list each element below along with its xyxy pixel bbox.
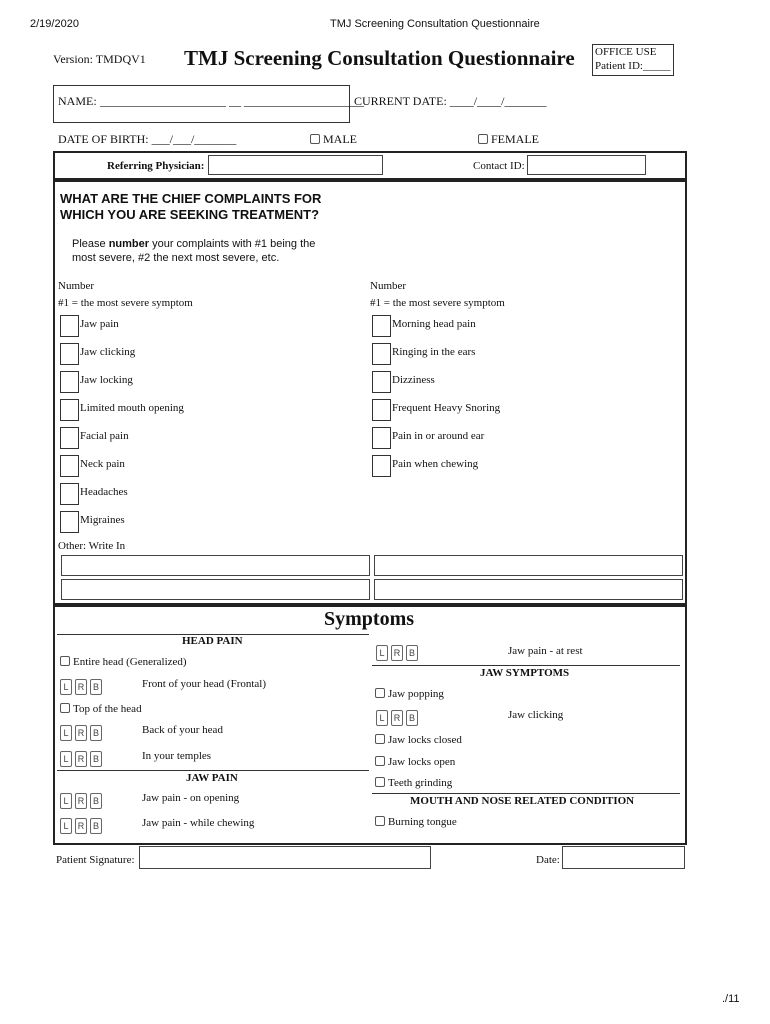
side-r-checkbox[interactable]: R [75,793,87,809]
rank-number-box[interactable] [372,371,391,393]
lrb-selector-clicking [376,708,421,726]
jaw-opening-label: Jaw pain - on opening [142,792,240,804]
rank-number-box[interactable] [372,343,391,365]
side-b-checkbox[interactable]: B [90,725,102,741]
name-blanks: _____________________ __ ____________________ [100,94,364,108]
rank-number-box[interactable] [60,343,79,365]
name-label: NAME: [58,94,97,108]
lrb-selector-chewing [60,816,105,834]
contact-id-label: Contact ID: [473,160,525,172]
complaint-label: Limited mouth opening [80,402,184,414]
temples-label: In your temples [142,750,212,762]
side-l-checkbox[interactable]: L [60,793,72,809]
complaint-label: Facial pain [80,430,129,442]
lrb-selector-temples [60,749,105,767]
lrb-selector-front [60,677,105,695]
complaint-label: Jaw pain [80,318,119,330]
rank-number-box[interactable] [372,455,391,477]
print-title: TMJ Screening Consultation Questionnaire [330,18,540,30]
severity-note-left: #1 = the most severe symptom [58,297,193,309]
page-number: ./11 [722,993,740,1005]
lrb-selector-back [60,723,105,741]
complaint-label: Jaw clicking [80,346,136,358]
top-head-option[interactable]: Top of the head [60,703,142,715]
front-head-label: Front of your head (Frontal) [142,678,267,690]
jaw-clicking-label: Jaw clicking [508,709,564,721]
male-checkbox[interactable] [310,134,320,144]
jaw-chewing-label: Jaw pain - while chewing [142,817,255,829]
form-version: Version: TMDQV1 [53,52,146,66]
side-r-checkbox[interactable]: R [75,751,87,767]
side-l-checkbox[interactable]: L [60,818,72,834]
lrb-selector-rest [376,643,421,661]
other-input-3[interactable] [61,579,370,600]
office-use-label: OFFICE USE [595,46,657,58]
head-pain-divider [57,634,369,635]
side-b-checkbox[interactable]: B [90,679,102,695]
date-label: Date: [536,854,560,866]
other-input-2[interactable] [374,555,683,576]
side-r-checkbox[interactable]: R [75,725,87,741]
complaint-label: Jaw locking [80,374,133,386]
rank-number-box[interactable] [60,315,79,337]
date-input[interactable] [562,846,685,869]
rank-number-box[interactable] [60,511,79,533]
side-r-checkbox[interactable]: R [75,818,87,834]
other-write-in-label: Other: Write In [58,540,126,552]
side-b-checkbox[interactable]: B [90,818,102,834]
number-label-right: Number [370,280,407,292]
complaint-label: Frequent Heavy Snoring [392,402,501,414]
complaint-label: Ringing in the ears [392,346,476,358]
signature-label: Patient Signature: [56,854,135,866]
mouth-nose-heading: MOUTH AND NOSE RELATED CONDITION [410,795,635,807]
complaint-label: Morning head pain [392,318,476,330]
jaw-popping-option[interactable]: Jaw popping [375,688,444,700]
complaint-label: Dizziness [392,374,435,386]
top-head-checkbox[interactable] [60,703,70,713]
lrb-selector-opening [60,791,105,809]
current-date-field[interactable]: CURRENT DATE: ____/____/_______ [354,94,547,108]
side-b-checkbox[interactable]: B [90,751,102,767]
severity-note-right: #1 = the most severe symptom [370,297,505,309]
rank-number-box[interactable] [372,399,391,421]
rank-number-box[interactable] [60,483,79,505]
other-input-1[interactable] [61,555,370,576]
jaw-locks-closed-checkbox[interactable] [375,734,385,744]
female-option[interactable]: FEMALE [478,132,539,147]
side-l-checkbox[interactable]: L [376,710,388,726]
referring-frame [53,151,687,180]
teeth-grinding-checkbox[interactable] [375,777,385,787]
complaint-label: Headaches [80,486,128,498]
complaint-label: Migraines [80,514,125,526]
jaw-symptoms-divider [372,665,680,666]
jaw-pain-heading: JAW PAIN [186,772,238,784]
side-b-checkbox[interactable]: B [406,710,418,726]
rank-number-box[interactable] [60,399,79,421]
form-title: TMJ Screening Consultation Questionnaire [184,46,575,70]
rank-number-box[interactable] [372,315,391,337]
complaints-instructions: Please number your complaints with #1 being the most severe, #2 the next most severe, etc. [72,238,316,264]
jaw-locks-open-checkbox[interactable] [375,756,385,766]
number-label-left: Number [58,280,95,292]
name-box[interactable] [53,85,364,123]
back-head-label: Back of your head [142,724,223,736]
rank-number-box[interactable] [372,427,391,449]
print-date: 2/19/2020 [30,18,79,30]
side-b-checkbox[interactable]: B [406,645,418,661]
side-b-checkbox[interactable]: B [90,793,102,809]
dob-field[interactable]: DATE OF BIRTH: ___/___/_______ [58,132,237,146]
symptoms-title: Symptoms [324,608,415,630]
side-r-checkbox[interactable]: R [391,710,403,726]
side-r-checkbox[interactable]: R [75,679,87,695]
jaw-rest-label: Jaw pain - at rest [508,645,583,657]
jaw-pain-divider [57,770,369,771]
side-l-checkbox[interactable]: L [376,645,388,661]
complaint-label: Pain in or around ear [392,430,485,442]
mouth-nose-divider [372,793,680,794]
signature-input[interactable] [139,846,431,869]
side-l-checkbox[interactable]: L [60,725,72,741]
referring-physician-input[interactable] [208,155,383,175]
teeth-grinding-option[interactable]: Teeth grinding [375,777,452,789]
side-l-checkbox[interactable]: L [60,751,72,767]
office-use-box [592,44,674,76]
head-pain-heading: HEAD PAIN [182,635,243,647]
referring-physician-label: Referring Physician: [107,160,205,172]
rank-number-box[interactable] [60,371,79,393]
complaint-label: Pain when chewing [392,458,479,470]
contact-id-input[interactable] [527,155,646,175]
jaw-locks-closed-option[interactable]: Jaw locks closed [375,734,462,746]
jaw-locks-open-option[interactable]: Jaw locks open [375,756,455,768]
male-option[interactable]: MALE [310,132,357,147]
female-checkbox[interactable] [478,134,488,144]
complaint-label: Neck pain [80,458,125,470]
entire-head-checkbox[interactable] [60,656,70,666]
complaints-heading: WHAT ARE THE CHIEF COMPLAINTS FOR WHICH YOU ARE SEEKING TREATMENT? [60,191,322,222]
jaw-popping-checkbox[interactable] [375,688,385,698]
jaw-symptoms-heading: JAW SYMPTOMS [480,667,570,679]
entire-head-option[interactable]: Entire head (Generalized) [60,656,187,668]
burning-tongue-option[interactable]: Burning tongue [375,816,457,828]
side-r-checkbox[interactable]: R [391,645,403,661]
rank-number-box[interactable] [60,455,79,477]
burning-tongue-checkbox[interactable] [375,816,385,826]
other-input-4[interactable] [374,579,683,600]
patient-id-label: Patient ID:_____ [595,60,671,72]
rank-number-box[interactable] [60,427,79,449]
side-l-checkbox[interactable]: L [60,679,72,695]
